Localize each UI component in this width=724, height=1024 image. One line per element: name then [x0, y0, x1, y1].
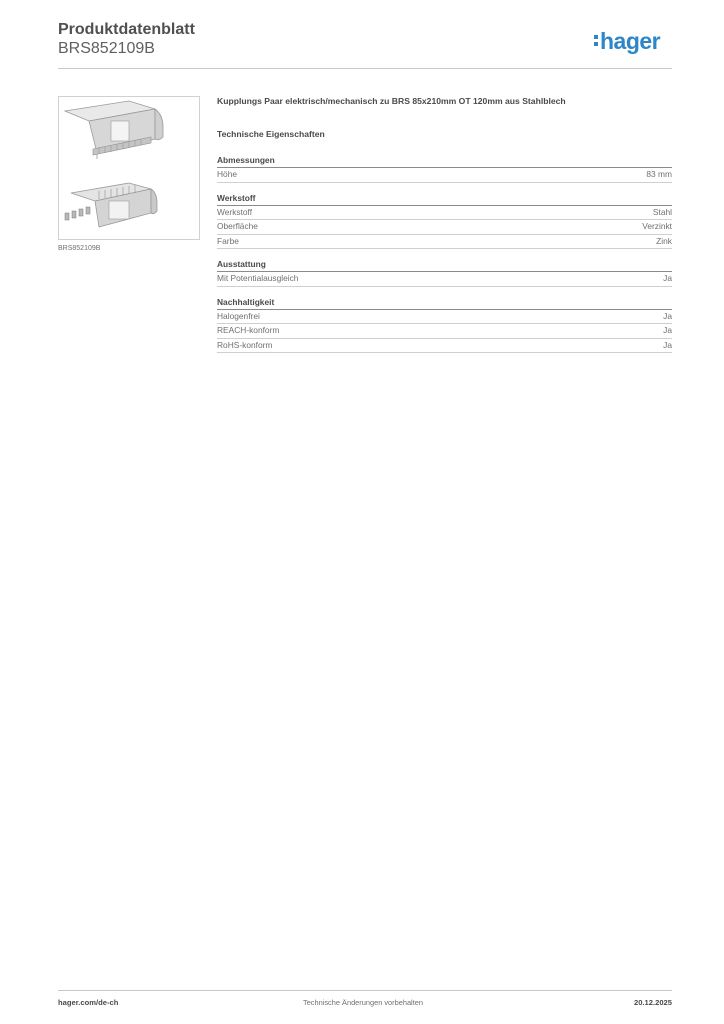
property-label: REACH-konform	[217, 325, 280, 335]
footer-notice: Technische Änderungen vorbehalten	[303, 998, 423, 1007]
property-label: Halogenfrei	[217, 310, 260, 321]
property-section	[217, 297, 672, 354]
property-section	[217, 193, 672, 250]
property-row	[217, 310, 672, 325]
product-image	[58, 96, 200, 240]
property-section	[217, 259, 672, 287]
property-row	[217, 339, 672, 354]
footer-date: 20.12.2025	[633, 998, 672, 1007]
property-row	[217, 206, 672, 221]
technical-properties-heading: Technische Eigenschaften	[217, 129, 325, 139]
section-title: Ausstattung	[217, 259, 672, 272]
footer-website-link[interactable]: hager.com/de-ch	[58, 998, 119, 1007]
property-row	[217, 324, 672, 339]
property-value: Ja	[663, 273, 672, 283]
product-description: Kupplungs Paar elektrisch/mechanisch zu BRS 85x210mm OT 120mm aus Stahlblech	[217, 96, 566, 106]
product-content	[217, 96, 672, 363]
property-value: Zink	[656, 235, 672, 246]
property-label: Mit Potentialausgleich	[217, 273, 299, 283]
property-label: Werkstoff	[217, 206, 253, 217]
property-row	[217, 235, 672, 250]
property-value: Ja	[663, 310, 672, 321]
property-value: Ja	[663, 339, 672, 350]
property-label: Oberfläche	[217, 221, 258, 231]
property-row	[217, 272, 672, 287]
property-value: Stahl	[652, 206, 672, 217]
property-label: Farbe	[217, 235, 239, 246]
hager-logo	[594, 28, 660, 55]
section-title: Werkstoff	[217, 193, 672, 206]
property-value: Verzinkt	[642, 221, 672, 231]
document-title: Produktdatenblatt	[58, 21, 195, 38]
footer-divider	[58, 990, 672, 991]
logo-dots-icon	[594, 28, 598, 46]
properties-sections	[217, 155, 672, 353]
product-code: BRS852109B	[58, 40, 155, 57]
section-title: Nachhaltigkeit	[217, 297, 672, 310]
property-row	[217, 168, 672, 183]
property-label: RoHS-konform	[217, 339, 273, 350]
property-value: Ja	[663, 325, 672, 335]
property-value: 83 mm	[646, 169, 672, 179]
logo-text: hager	[600, 28, 661, 54]
property-section	[217, 155, 672, 183]
section-title: Abmessungen	[217, 155, 672, 168]
image-caption: BRS852109B	[58, 245, 101, 252]
header-divider	[58, 68, 672, 69]
property-row	[217, 220, 672, 235]
product-photo-icon	[59, 97, 199, 239]
property-label: Höhe	[217, 169, 238, 179]
